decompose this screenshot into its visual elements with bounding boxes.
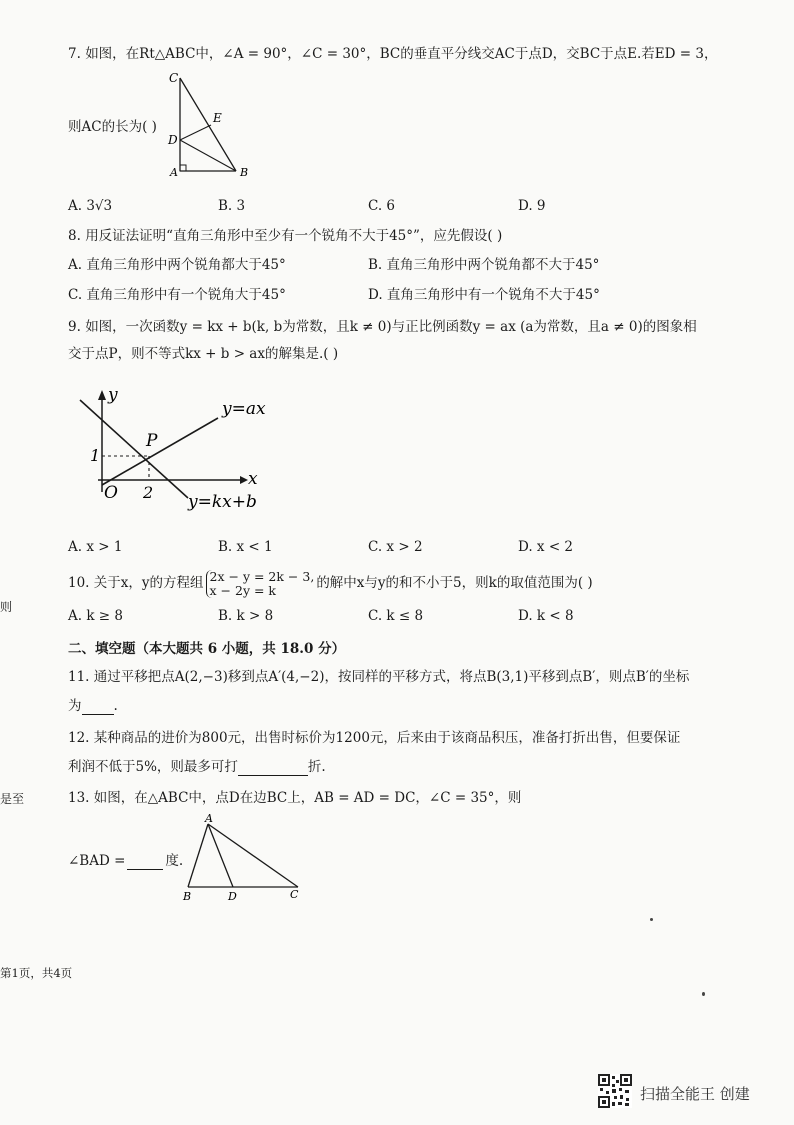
q10-line bbox=[68, 568, 593, 598]
q7-option-a: A. 3√3 bbox=[68, 198, 113, 214]
q9-option-c: C. x > 2 bbox=[368, 539, 423, 555]
q12-number: 12. bbox=[68, 730, 90, 746]
q9-label-x: x bbox=[248, 469, 258, 489]
q11-number: 11. bbox=[68, 669, 90, 685]
q10-option-b: B. k > 8 bbox=[218, 608, 274, 624]
q7-label-d: D bbox=[168, 133, 178, 147]
q7-stem-line1: 如图，在Rt△ABC中，∠A = 90°，∠C = 30°，BC的垂直平分线交AC于点D，交BC于点E.若ED = 3， bbox=[85, 46, 718, 62]
q7-right-angle-mark bbox=[180, 165, 186, 171]
q7-line1 bbox=[68, 45, 717, 63]
scan-speck bbox=[702, 992, 705, 996]
q13-answer-post: 度. bbox=[165, 853, 184, 869]
q9-label-p: P bbox=[146, 431, 158, 451]
q11-stem-line2-pre: 为 bbox=[68, 698, 82, 714]
q12-stem-line2-pre: 利润不低于5%，则最多可打 bbox=[68, 759, 238, 775]
q13-answer-line bbox=[68, 852, 183, 870]
q9-x-axis-arrow bbox=[240, 476, 248, 484]
q9-label-one: 1 bbox=[90, 446, 101, 465]
q7-segment-de bbox=[180, 125, 211, 140]
q7-segment-db bbox=[180, 140, 236, 171]
q13-line bbox=[68, 789, 521, 807]
q9-label-origin: O bbox=[104, 483, 118, 503]
q7-side-cb bbox=[180, 78, 236, 171]
q9-label-y: y bbox=[108, 385, 118, 405]
q13-label-b: B bbox=[183, 890, 192, 903]
qr-code-icon bbox=[598, 1074, 632, 1108]
q9-number: 9. bbox=[68, 319, 81, 335]
q10-option-a: A. k ≥ 8 bbox=[68, 608, 123, 624]
q9-line-y-ax bbox=[102, 418, 218, 485]
scanner-watermark-text: 扫描全能王 创建 bbox=[640, 1085, 750, 1103]
section-heading-fill-in: 二、填空题（本大题共 6 小题，共 18.0 分） bbox=[68, 641, 346, 657]
q12-stem-line2-post: 折. bbox=[307, 759, 326, 775]
q13-label-a: A bbox=[205, 812, 213, 825]
q13-answer-blank[interactable] bbox=[127, 854, 163, 870]
q8-number: 8. bbox=[68, 228, 81, 244]
scan-speck bbox=[650, 918, 653, 921]
q10-equation-2: x − 2y = k bbox=[209, 582, 277, 598]
q7-number: 7. bbox=[68, 46, 81, 62]
q8-option-c: C. 直角三角形中有一个锐角大于45° bbox=[68, 287, 286, 303]
q9-stem-line2: 交于点P，则不等式kx + b > ax的解集是.( ) bbox=[68, 346, 339, 362]
q13-stem: 如图，在△ABC中，点D在边BC上，AB = AD = DC，∠C = 35°，则 bbox=[93, 790, 522, 806]
q7-stem-line2: 则AC的长为( ) bbox=[68, 119, 157, 135]
q10-option-d: D. k < 8 bbox=[518, 608, 574, 624]
q12-stem-line1: 某种商品的进价为800元，出售时标价为1200元，后来由于该商品积压，准备打折出售，但要保证 bbox=[93, 730, 681, 746]
q13-triangle-figure bbox=[178, 812, 308, 904]
q8-option-a: A. 直角三角形中两个锐角都大于45° bbox=[68, 257, 286, 273]
q10-equation-system bbox=[206, 570, 315, 598]
q8-option-d: D. 直角三角形中有一个锐角不大于45° bbox=[368, 287, 600, 303]
q11-line2 bbox=[68, 697, 118, 715]
q13-side-ab bbox=[188, 824, 208, 887]
q12-line1 bbox=[68, 729, 680, 747]
q7-label-c: C bbox=[169, 71, 179, 85]
q13-side-ac bbox=[208, 824, 298, 887]
q9-line1 bbox=[68, 318, 697, 336]
footer-page-number: 第1页，共4页 bbox=[0, 966, 73, 980]
q9-option-d: D. x < 2 bbox=[518, 539, 574, 555]
margin-fragment-2: 是至 bbox=[0, 792, 25, 806]
q13-answer-pre: ∠BAD = bbox=[68, 853, 126, 869]
q9-label-two: 2 bbox=[143, 483, 154, 502]
margin-fragment-1: 则 bbox=[0, 600, 13, 614]
q13-label-d: D bbox=[228, 890, 237, 903]
q7-label-a: A bbox=[170, 166, 178, 179]
q10-equation-1: 2x − y = 2k − 3, bbox=[209, 568, 315, 584]
q10-number: 10. bbox=[68, 575, 90, 591]
q9-function-graph bbox=[70, 380, 290, 515]
q7-label-b: B bbox=[240, 166, 249, 179]
q9-label-line-kxb: y=kx+b bbox=[188, 492, 257, 512]
q8-option-b: B. 直角三角形中两个锐角都不大于45° bbox=[368, 257, 600, 273]
q8-stem: 用反证法证明“直角三角形中至少有一个锐角不大于45°”，应先假设( ) bbox=[85, 228, 503, 244]
q11-answer-blank[interactable] bbox=[82, 699, 114, 715]
q11-stem-line1: 通过平移把点A(2,−3)移到点A′(4,−2)，按同样的平移方式，将点B(3,1)平移到点B′，则点B′的坐标 bbox=[93, 669, 690, 685]
q13-number: 13. bbox=[68, 790, 90, 806]
q9-y-axis-arrow bbox=[98, 390, 106, 400]
q13-label-c: C bbox=[290, 888, 299, 901]
q10-option-c: C. k ≤ 8 bbox=[368, 608, 424, 624]
q7-option-b: B. 3 bbox=[218, 198, 246, 214]
q9-option-b: B. x < 1 bbox=[218, 539, 273, 555]
q12-line2 bbox=[68, 758, 326, 776]
q9-label-line-ax: y=ax bbox=[222, 399, 266, 419]
q10-stem-post: 的解中x与y的和不小于5，则k的取值范围为( ) bbox=[316, 575, 593, 591]
q10-stem-pre: 关于x，y的方程组 bbox=[93, 575, 204, 591]
q7-triangle-figure bbox=[160, 68, 260, 183]
q7-option-d: D. 9 bbox=[518, 198, 546, 214]
q7-option-c: C. 6 bbox=[368, 198, 396, 214]
q11-line1 bbox=[68, 668, 689, 686]
q8-line bbox=[68, 227, 502, 245]
q9-stem-line1: 如图，一次函数y = kx + b(k, b为常数，且k ≠ 0)与正比例函数y = ax (a为常数，且a ≠ 0)的图象相 bbox=[85, 319, 697, 335]
q11-stem-line2-post: . bbox=[113, 698, 118, 714]
q12-answer-blank[interactable] bbox=[238, 760, 308, 776]
q7-label-e: E bbox=[213, 111, 222, 125]
q9-option-a: A. x > 1 bbox=[68, 539, 123, 555]
